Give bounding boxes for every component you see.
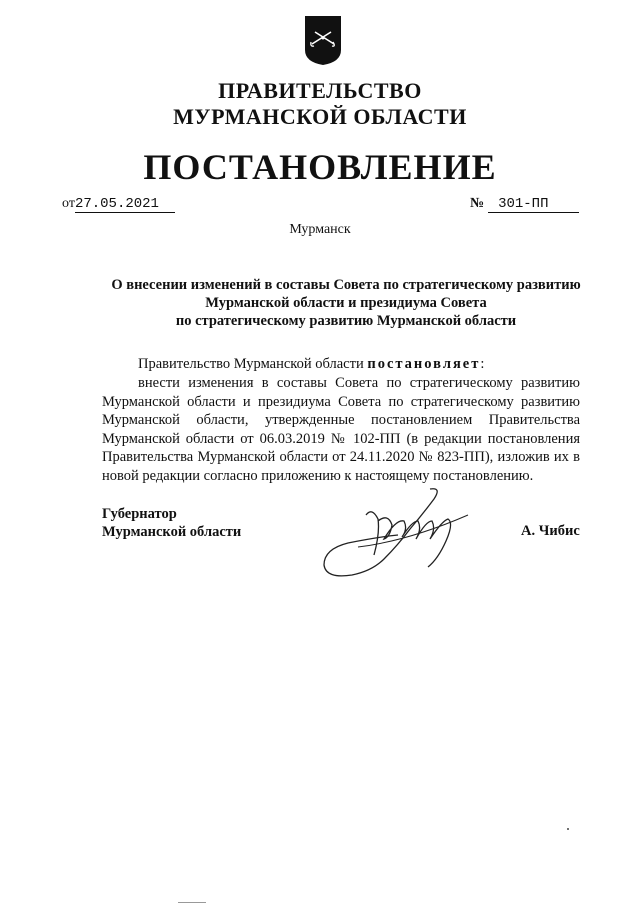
title-line3: по стратегическому развитию Мурманской области	[175, 313, 517, 329]
title-line2: Мурманской области и президиума Совета	[205, 295, 487, 311]
intro-text: Правительство Мурманской области	[138, 356, 368, 372]
date-prefix: от	[62, 196, 75, 211]
handwritten-signature	[318, 485, 478, 585]
decree-body	[102, 374, 580, 485]
signatory-position-line2: Мурманской области	[102, 524, 242, 540]
decree-intro	[138, 356, 484, 373]
scan-speck	[567, 828, 569, 830]
city-name: Мурманск	[289, 222, 351, 237]
date-value: 27.05.2021	[75, 196, 175, 213]
number-value: 301-ПП	[488, 196, 578, 213]
number-sign: №	[470, 196, 485, 211]
signatory-name: А. Чибис	[521, 523, 580, 539]
footer-rule	[178, 902, 206, 903]
signatory-position-line1: Губернатор	[102, 506, 177, 522]
document-number	[470, 196, 579, 213]
decree-word: постановляет	[367, 356, 481, 372]
coat-of-arms-emblem	[303, 14, 343, 66]
document-date	[62, 196, 175, 213]
organization-name-line2: МУРМАНСКОЙ ОБЛАСТИ	[173, 104, 467, 129]
decree-body-text: внести изменения в составы Совета по стратегическому развитию Мурманской области и президиума Совета по стратегическому развитию Мурманской области, утвержденные постановлением Правительства Мурманской области от 06.03.2019 № 102-ПП (в редакции постановления Правительства Мурманской области от 24.11.2020 № 823-ПП), изложив их в новой редакции согласно приложению к настоящему постановлению.	[102, 375, 580, 484]
organization-name-line1: ПРАВИТЕЛЬСТВО	[218, 78, 422, 103]
title-line1: О внесении изменений в составы Совета по стратегическому развитию	[111, 277, 581, 293]
intro-colon: :	[480, 356, 485, 372]
document-type-title: ПОСТАНОВЛЕНИЕ	[143, 147, 497, 187]
